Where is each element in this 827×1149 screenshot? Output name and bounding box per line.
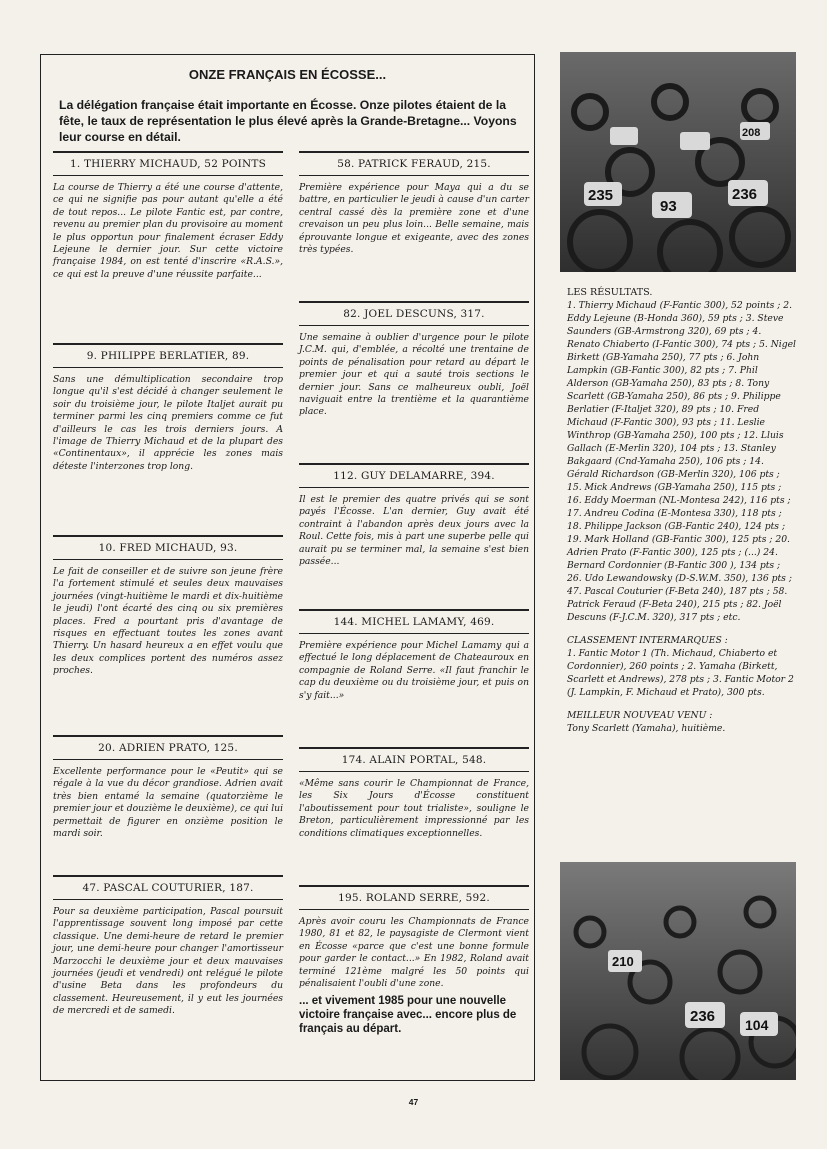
rider-section (53, 875, 283, 1018)
article-title: ONZE FRANÇAIS EN ÉCOSSE... (188, 67, 387, 82)
article-closing: ... et vivement 1985 pour une nouvelle victoire française avec... encore plus de français au départ. (299, 995, 517, 1036)
rider-section (299, 747, 529, 840)
rider-section (299, 151, 529, 256)
results-panel (567, 286, 797, 745)
results-block (567, 286, 797, 624)
photo-bottom-number-1: 210 (612, 954, 634, 969)
rider-heading: 58. PATRICK FERAUD, 215. (337, 158, 491, 170)
results-heading: LES RÉSULTATS. (567, 287, 653, 298)
photo-top-number-1: 235 (588, 187, 614, 204)
rider-text: Première expérience pour Michel Lamamy qui a effectué le long déplacement de Chateauroux en compagnie de Roland Serre. «Il faut franchir le cap du deuxième ou du troisième jour, et puis on s'y fait...» (299, 640, 529, 701)
rider-heading: 47. PASCAL COUTURIER, 187. (82, 882, 254, 894)
photo-bottom-number-3: 104 (745, 1017, 769, 1033)
rookie-block (567, 709, 797, 735)
rider-text: Pour sa deuxième participation, Pascal poursuit l'apprentissage souvent long imposé par cette classique. Une demi-heure de retard le premier jour, une demi-heure pour changer l'amortisseur Marzocchi le deuxième jour et deux mauvaises journées (jeudi et vendredi) ont relégué le pilote d'usine Beta dans les profondeurs du classement. Heureusement, il y eut les journées de mercredi et de samedi. (53, 906, 283, 1017)
rookie-text: Tony Scarlett (Yamaha), huitième. (567, 723, 726, 734)
rider-section (299, 301, 529, 419)
photo-top-image (560, 52, 796, 272)
photo-top-number-3: 236 (732, 186, 758, 203)
interbrand-heading: CLASSEMENT INTERMARQUES : (567, 635, 728, 646)
rider-text: Une semaine à oublier d'urgence pour le pilote J.C.M. qui, d'emblée, a récolté une trentaine de points de pénalisation pour retard au départ le premier jour et qui a sauté trois sections le dernier jour. Sans ce malheureux oubli, Joël naviguait entre la trentième et la quarantième place. (299, 332, 529, 418)
left-column (53, 151, 283, 1071)
photo-top-motorcycles (560, 52, 796, 272)
rider-section (299, 885, 529, 1036)
right-column (299, 151, 529, 1071)
rider-section (53, 735, 283, 840)
photo-bottom-motorcycles (560, 862, 796, 1080)
rider-section (53, 535, 283, 678)
interbrand-text: 1. Fantic Motor 1 (Th. Michaud, Chiaberto et Cordonnier), 260 points ; 2. Yamaha (Birkett, Scarlett et Andrews), 278 pts ; 3. Fantic Motor 2 (J. Lampkin, F. Michaud et Prato), 300 pts. (567, 648, 794, 698)
rider-heading: 9. PHILIPPE BERLATIER, 89. (86, 350, 250, 362)
rider-text: Sans une démultiplication secondaire trop longue qu'il s'est décidé à changer seulement le soir du troisième jour, le pilote Italjet aurait pu terminer parmi les cinq premiers comme ce fut d'ailleurs le cas les trois derniers jours. A l'image de Thierry Michaud et de la plupart des «Continentaux», il apprécie les zones mais déteste l'interzones trop long. (53, 374, 283, 472)
rider-heading: 10. FRED MICHAUD, 93. (98, 542, 238, 554)
rider-heading: 144. MICHEL LAMAMY, 469. (333, 616, 495, 628)
article-intro: La délégation française était importante en Écosse. Onze pilotes étaient de la fête, le taux de représentation le plus élevé après la Grande-Bretagne... Voyons leur course en détail. (59, 98, 517, 144)
rider-text: Le fait de conseiller et de suivre son jeune frère l'a fortement stimulé et seules deux mauvaises journées (vingt-huitième le mardi et dix-huitième le jeudi) l'ont écarté des cinq ou six premières places. Fred a pourtant pris d'avantage de risques en effectuant toutes les zones avant Thierry. Un hasard heureux a en effet voulu que les deux complices portent des numéros assez proches. (53, 566, 283, 677)
rider-text: Excellente performance pour le «Peutit» qui se régale à la vue du décor grandiose. Adrien avait très bien entamé la semaine (quatorzième le premier jour et douzième le deuxième), ce qui lui permettait de figurer en onzième position le mardi soir. (53, 766, 284, 840)
rider-text: La course de Thierry a été une course d'attente, ce qui ne signifie pas pour autant qu'elle a été de tout repos... Le pilote Fantic est, par contre, revenu au premier plan du provisoire au moment le plus opportun pour finalement écraser Eddy Lejeune le dernier jour. Sur cette victoire française 1984, on est tenté d'inscrire «R.A.S.», ce qui est la preuve d'une réussite parfaite... (53, 182, 283, 280)
rider-heading: 112. GUY DELAMARRE, 394. (333, 470, 495, 482)
rider-heading: 1. THIERRY MICHAUD, 52 POINTS (69, 158, 267, 170)
article-frame (40, 54, 535, 1081)
photo-bottom-number-2: 236 (690, 1008, 716, 1025)
rider-heading: 82. JOEL DESCUNS, 317. (343, 308, 485, 320)
rider-text: «Même sans courir le Championnat de France, les Six Jours d'Écosse constituent l'aboutissement pour tout trialiste», souligne le Breton, particulièrement impressionné par les conditions climatiques exceptionnelles. (299, 778, 529, 839)
rider-section (299, 463, 529, 568)
photo-top-number-2: 93 (660, 198, 677, 215)
photo-top-number-4: 208 (742, 127, 761, 139)
rookie-heading: MEILLEUR NOUVEAU VENU : (567, 710, 713, 721)
rider-heading: 195. ROLAND SERRE, 592. (338, 892, 490, 904)
interbrand-block (567, 634, 797, 699)
rider-section (53, 151, 283, 281)
rider-heading: 174. ALAIN PORTAL, 548. (341, 754, 487, 766)
photo-bottom-image (560, 862, 796, 1080)
rider-text: Il est le premier des quatre privés qui se sont payés l'Écosse. L'an dernier, Guy avait été contraint à l'abandon après deux jours avec la Roul. Cette fois, mis à part une superbe pelle qui aurait pu se terminer mal, la semaine s'est bien passée... (299, 494, 529, 568)
results-text: 1. Thierry Michaud (F-Fantic 300), 52 points ; 2. Eddy Lejeune (B-Honda 360), 59 pts ; 3. Steve Saunders (GB-Armstrong 320), 69 pts ; 4. Renato Chiaberto (I-Fantic 300), 74 pts ; 5. Nigel Birkett (GB-Yamaha 250), 77 pts ; 6. John Lampkin (GB-Fantic 300), 82 pts ; 7. Phil Alderson (GB-Yamaha 250), 83 pts ; 8. Tony Scarlett (GB-Yamaha 250), 86 pts ; 9. Philippe Berlatier (F-Italjet 320), 89 pts ; 10. Fred Michaud (F-Fantic 300), 93 pts ; 11. Leslie Winthrop (GB-Yamaha 250), 100 pts ; 12. Lluis Gallach (E-Merlin 320), 104 pts ; 13. Stanley Bakgaard (Cnd-Yamaha 250), 106 pts ; 14. Gérald Richardson (GB-Merlin 320), 106 pts ; 15. Mick Andrews (GB-Yamaha 250), 115 pts ; 16. Eddy Moerman (NL-Montesa 242), 116 pts ; 17. Andreu Codina (E-Montesa 330), 118 pts ; 18. Philippe Jackson (GB-Fantic 240), 124 pts ; 19. Mark Holland (GB-Fantic 300), 125 pts ; 20. Adrien Prato (F-Fantic 300), 125 pts ; (...) 24. Bernard Cordonnier (B-Fantic 300 ), 134 pts ; 26. Udo Lewandowsky (D-S.W.M. 350), 136 pts ; 47. Pascal Couturier (F-Beta 240), 187 pts ; 58. Patrick Feraud (F-Beta 240), 215 pts ; 82. Joël Descuns (F-J.C.M. 320), 317 pts ; etc. (567, 300, 796, 623)
page-number: 47 (408, 1097, 419, 1107)
rider-heading: 20. ADRIEN PRATO, 125. (98, 742, 238, 754)
rider-text: Première expérience pour Maya qui a du se battre, en particulier le jeudi à cause d'un carter central cassé dès la première zone et d'une crevaison un peu plus loin... Belle semaine, mais éprouvante longue et exigeante, avec des zones très typées. (299, 182, 529, 256)
rider-section (299, 609, 529, 702)
rider-section (53, 343, 283, 473)
rider-text: Après avoir couru les Championnats de France 1980, 81 et 82, le paysagiste de Clermont vient en Écosse «parce que c'est une bonne formule pour garder le contact...» En 1982, Roland avait terminé 121ème malgré les 50 points qui pénalisaient l'oubli d'une zone. (299, 916, 529, 990)
